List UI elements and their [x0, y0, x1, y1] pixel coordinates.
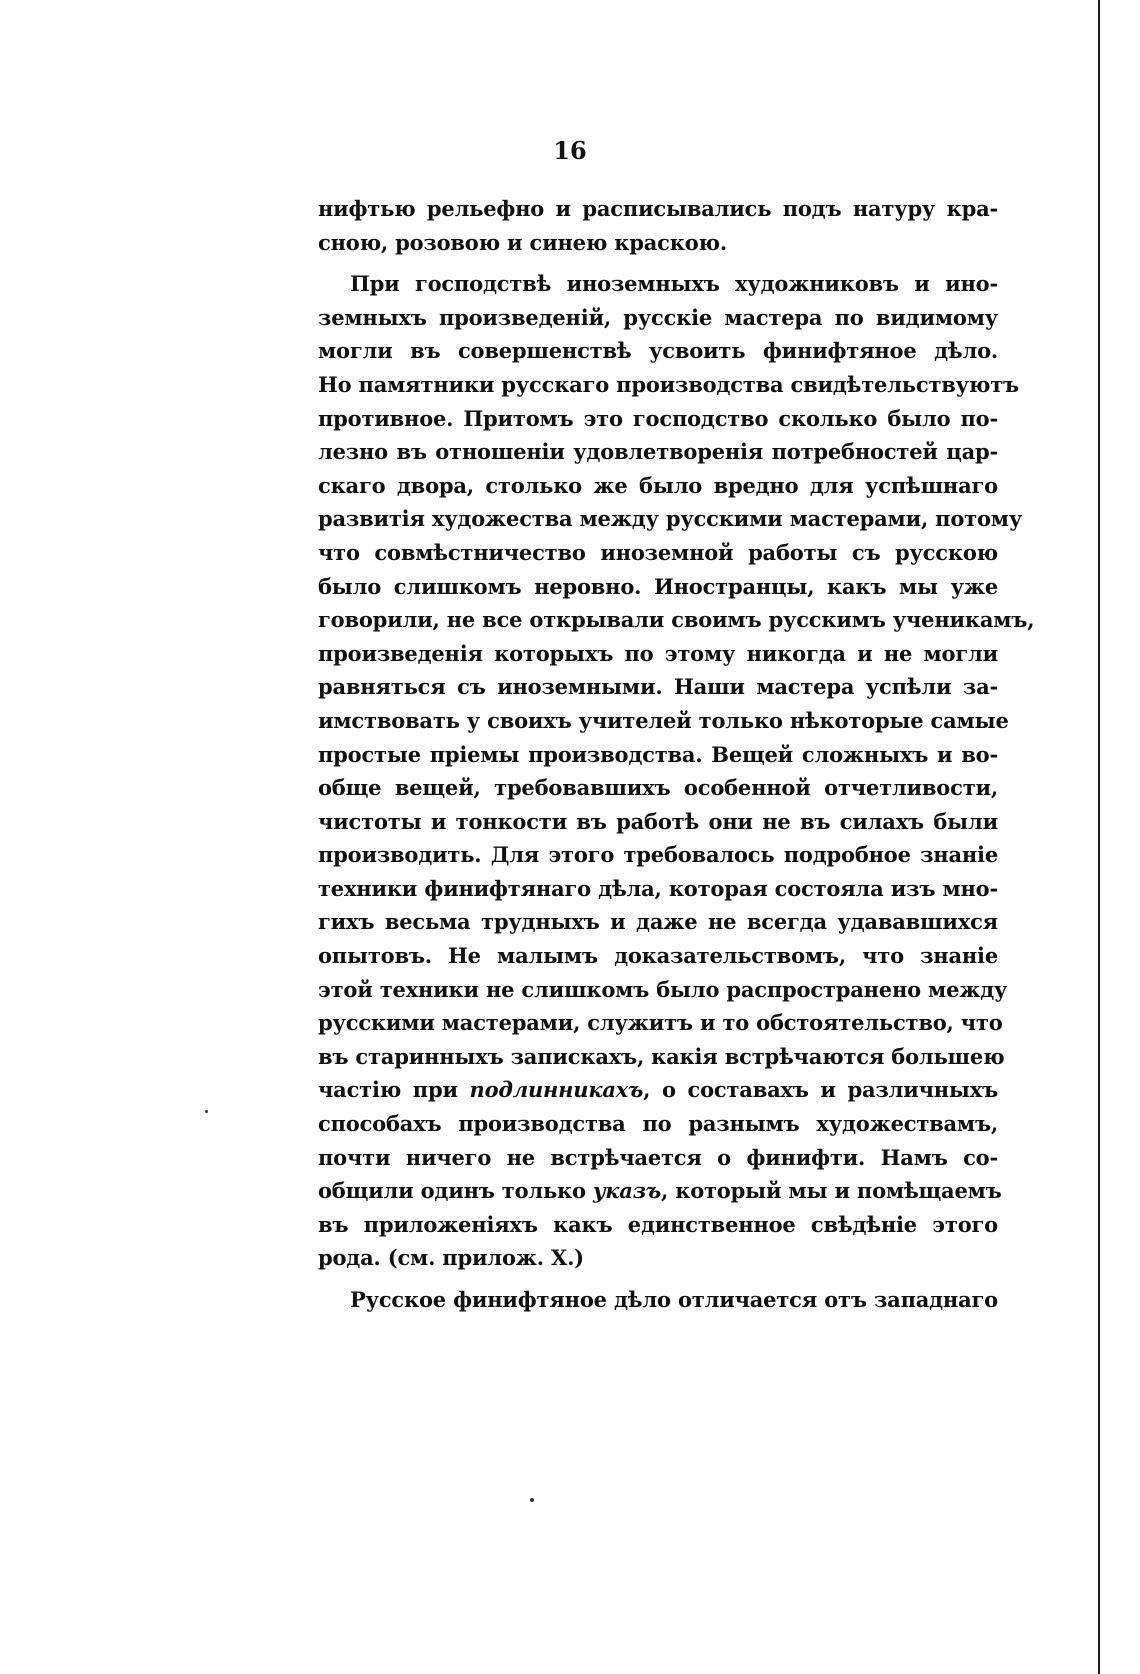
text-segment: общили одинъ только — [318, 1178, 593, 1204]
text-line: При господствѣ иноземныхъ художниковъ и ино- — [350, 271, 998, 297]
text-line: произведенія которыхъ по этому никогда и не могли — [318, 640, 998, 666]
body-text — [318, 192, 1035, 1317]
text-line: равняться съ иноземными. Наши мастера успѣли за- — [318, 674, 998, 700]
italic-term: указъ — [592, 1178, 661, 1204]
text-line: скаго двора, столько же было вредно для успѣшнаго — [318, 472, 998, 498]
text-line: имствовать у своихъ учителей только нѣкоторые самые — [318, 707, 1009, 733]
text-line: развитія художества между русскими мастерами, потому — [318, 506, 1023, 532]
text-line-with-italic — [318, 1174, 1002, 1208]
page-number: 16 — [553, 136, 587, 165]
text-line: обще вещей, требовавшихъ особенной отчетливости, — [318, 775, 998, 801]
text-line: что совмѣстничество иноземной работы съ русскою — [318, 539, 998, 565]
text-line: почти ничего не встрѣчается о финифти. Намъ со- — [318, 1144, 998, 1170]
text-line: сною, розовою и синею краскою. — [318, 229, 727, 255]
italic-term: подлинникахъ — [469, 1077, 644, 1103]
text-line: въ старинныхъ запискахъ, какія встрѣчаются большею — [318, 1043, 1005, 1069]
text-line: лезно въ отношеніи удовлетворенія потребностей цар- — [318, 439, 998, 465]
text-line: земныхъ произведеній, русскіе мастера по видимому — [318, 304, 998, 330]
text-line: нифтью рельефно и расписывались подъ натуру кра- — [318, 196, 998, 221]
scan-speck — [530, 1498, 534, 1502]
text-line-with-italic — [318, 1073, 998, 1107]
text-line: Русское финифтяное дѣло отличается отъ западнаго — [350, 1287, 998, 1312]
text-line: было слишкомъ неровно. Иностранцы, какъ мы уже — [318, 573, 998, 599]
text-line: противное. Притомъ это господство сколько было по- — [318, 405, 998, 431]
text-line: гихъ весьма трудныхъ и даже не всегда удававшихся — [318, 909, 998, 935]
text-segment: частію при — [318, 1077, 470, 1103]
text-line: русскими мастерами, служитъ и то обстоятельство, что — [318, 1010, 1003, 1036]
text-line: Но памятники русскаго производства свидѣтельствуютъ — [318, 371, 1019, 397]
text-segment: , который мы и помѣщаемъ — [661, 1178, 1002, 1204]
text-line: этой техники не слишкомъ было распространено между — [318, 976, 1008, 1002]
text-line: могли въ совершенствѣ усвоить финифтяное дѣло. — [318, 338, 998, 364]
text-line: въ приложеніяхъ какъ единственное свѣдѣніе этого — [318, 1211, 998, 1237]
text-line: производить. Для этого требовалось подробное знаніе — [318, 842, 998, 868]
text-line: опытовъ. Не малымъ доказательствомъ, что знаніе — [318, 943, 998, 969]
text-line: способахъ производства по разнымъ художествамъ, — [318, 1111, 998, 1137]
text-line: рода. (см. прилож. X.) — [318, 1245, 584, 1271]
text-line: говорили, не все открывали своимъ русскимъ ученикамъ, — [318, 607, 1035, 633]
text-segment: , о составахъ и различныхъ — [643, 1077, 999, 1103]
scan-speck — [205, 1110, 208, 1113]
text-line: техники финифтянаго дѣла, которая состояла изъ мно- — [318, 875, 998, 901]
text-line: чистоты и тонкости въ работѣ они не въ силахъ были — [318, 808, 998, 834]
scan-edge — [1098, 0, 1100, 1674]
text-line: простые пріемы производства. Вещей сложныхъ и во- — [318, 741, 998, 767]
